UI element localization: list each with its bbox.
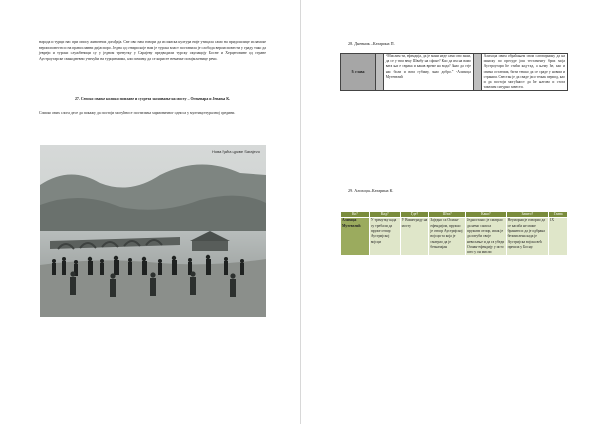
header-how: Како?: [466, 212, 507, 218]
analysis-cell: Алихоџа овим обраћањем свом саговорнику да на ишаску по пресуде још тестаменту брих моја Аустроугари ће стићи кад-тад, а њему ће, као и свима остатима, бити тешко да се сраде у новим и страним. Свестан је да сваде јасо тежак период, као и да постоји могућност да ће његово и стога такелим сигурно завести.: [481, 54, 567, 91]
chapter-label: 9. глава: [341, 54, 376, 91]
historical-photo: [40, 145, 266, 317]
cell-how: Једностано: је сматрао да немо самоса пружати отпор, ипак је да изгуби своје невољење и да га убеди Осман-ефендију у исто што у он мисли: [467, 218, 505, 255]
quote-analysis-table: [340, 53, 568, 91]
cell-when: У тренутку када су требали да пруже отпор Аустријској војсци: [369, 218, 400, 256]
cell-why: Неуморни је говорио да се касаба не може бранити и да је одбрана безмислена када је Аустријска војска већ прешла у Босну.: [506, 218, 549, 256]
header-where: Где?: [400, 212, 429, 218]
event-analysis-table: [340, 211, 568, 256]
left-paragraph: [39, 40, 266, 62]
header-who: Ко?: [341, 212, 370, 218]
footnote-28: 28. Дневник –Катарина П.: [348, 41, 395, 46]
header-when: Кад?: [369, 212, 400, 218]
paragraph-text: народа и турци нас при опису животних догађаја. Све ово нам говори да исламска култура није утицала само на придошлице исламске вероисповести и на православни дијаспоро. Једна од ствари које нам је турска власт поставила је слобода вероисповести у граду тако да јевреји и турски службеници су у једном тренутку у Сарајеву предводили турску окупацију Босне и Херцеговине од стране Аустроугарске свакодневно утичући на турцизмима, али почињу да се користе немачке позајмљенице речи.: [39, 40, 266, 61]
spacer-cell: [376, 54, 384, 91]
table-row: [341, 54, 568, 91]
header-what: Шта?: [429, 212, 466, 218]
cell-who: Алихоџа Мутевелић: [341, 218, 370, 256]
section-heading: 27. Сепско свање колико поплаве и сусрета засновање на мосту – Огњевара и Јевања К.: [74, 97, 231, 101]
photo-illustration: [40, 145, 266, 317]
table-row: [341, 218, 568, 256]
header-why: Зашто?: [506, 212, 549, 218]
header-chapter: Глава: [549, 212, 568, 218]
cell-where: У Вишеграду на мосту: [400, 218, 429, 256]
footnote-29: 29. Алихоџа–Катарина К.: [348, 188, 394, 193]
spacer-cell: [473, 54, 481, 91]
quote-cell: “Мислим ти, ефендија, да је мани неде само ово знам, да се у тим веку Швабу на сфоне? Као да им на вамо вата њи е сврака и какав време на вода? Знао да стје нас боли и вата губиму, знао добро.” -Алихоџа Мутевелић: [383, 54, 473, 91]
section-paragraph: Списко ових слога десе да покажу да постоји могућност постизања хармоничног односа у мултикултуралној средини.: [39, 111, 236, 115]
photo-caption: Нова ђаћа цркве Sarajevo: [211, 149, 260, 154]
cell-what: Заједно са Осман-ефендијом, пружао је отпор Аустријској војсци та која је сматрао да је безначајан: [429, 218, 466, 256]
cell-chapter: IX: [549, 218, 568, 256]
